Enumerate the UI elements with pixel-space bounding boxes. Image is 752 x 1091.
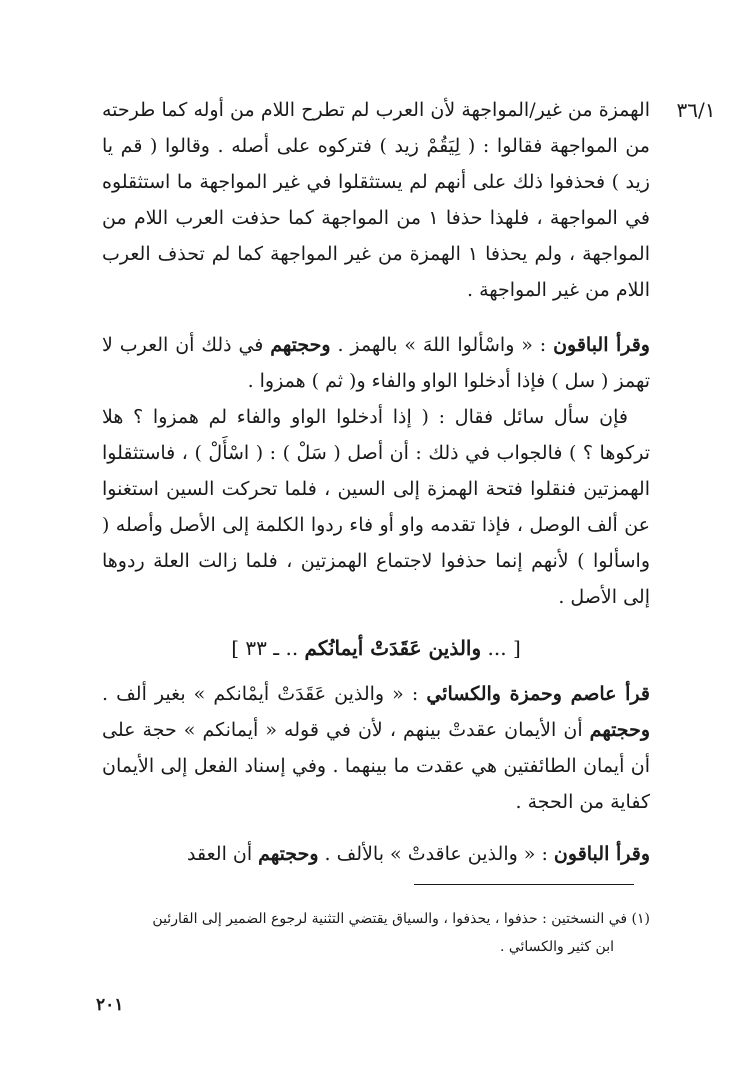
paragraph-2 [102, 327, 650, 399]
paragraph-5 [102, 836, 650, 872]
paragraph-2-text-2: في ذلك أن العرب لا تهمز ( سل ) فإذا أدخلوا الواو والفاء و( ثم ) همزوا . [102, 334, 650, 392]
verse-heading [102, 630, 650, 666]
footnote-line-2: ابن كثير والكسائي . [499, 939, 614, 955]
reader-lead: قرأ عاصم وحمزة والكسائي [426, 683, 650, 705]
argument-lead: وحجتهم [258, 843, 319, 865]
page-number: ٢٠١ [96, 995, 124, 1015]
paragraph-5-text-2: أن العقد [187, 843, 259, 865]
argument-lead: وحجتهم [270, 334, 331, 356]
paragraph-3-text: فإن سأل سائل فقال : ( إذا أدخلوا الواو والفاء لم همزوا ؟ هلا تركوها ؟ ) فالجواب في ذلك : أن أصل ( سَلْ ) : ( اسْأَلْ ) ، فاستثقلوا الهمزتين فنقلوا فتحة الهمزة إلى السين ، فلما تحركت السين استغنوا عن ألف الوصل ، فإذا تقدمه واو أو فاء ردوا الكلمة إلى الأصل وأصله ( واسألوا ) لأنهم إنما حذفوا لاجتماع الهمزتين ، فلما زالت العلة ردوها إلى الأصل . [102, 406, 650, 608]
paragraph-4 [102, 676, 650, 820]
footnote [102, 905, 650, 961]
paragraph-2-text: : « واسْألوا اللهَ » بالهمز . [330, 334, 554, 356]
paragraph-5-text: : « والذين عاقدتْ » بالألف . [318, 843, 554, 865]
verse-heading-close: .. ـ ٣٣ ] [231, 636, 305, 660]
footnote-separator [414, 884, 634, 885]
reader-lead: وقرأ الباقون [553, 843, 650, 865]
argument-lead: وحجتهم [589, 719, 650, 741]
paragraph-3 [102, 399, 650, 615]
verse-heading-open: [ ... [481, 636, 521, 660]
paragraph-1: الهمزة من غير/المواجهة لأن العرب لم تطرح اللام من أوله كما طرحته من المواجهة فقالوا : ( لِيَقُمْ زيد ) فتركوه على أصله . وقالوا ( قم يا زيد ) فحذفوا ذلك على أنهم لم يستثقلوا في غير المواجهة ما استثقلوه في المواجهة ، فلهذا حذفا ١ من المواجهة كما حذفت العرب اللام من المواجهة ، ولم يحذفا ١ الهمزة من غير المواجهة كما لم تحذف العرب اللام من غير المواجهة . [102, 99, 650, 301]
paragraph-4-text: : « والذين عَقَدَتْ أيمْانكم » بغير ألف . [102, 683, 427, 705]
footnote-line-1: (١) في النسختين : حذفوا ، يحذفوا ، والسياق يقتضي التثنية لرجوع الضمير إلى القارئين [152, 911, 650, 927]
reader-lead: وقرأ الباقون [553, 334, 650, 356]
verse-heading-title: والذين عَقَدَتْ أيمانُكم [304, 636, 482, 660]
margin-folio-reference: ٣٦/١ [676, 98, 716, 122]
paragraph-4-text-2: أن الأيمان عقدتْ بينهم ، لأن في قوله « أيمانكم » حجة على أن أيمان الطائفتين هي عقدت ما بينهما . وفي إسناد الفعل إلى الأيمان كفاية من الحجة . [102, 719, 650, 813]
